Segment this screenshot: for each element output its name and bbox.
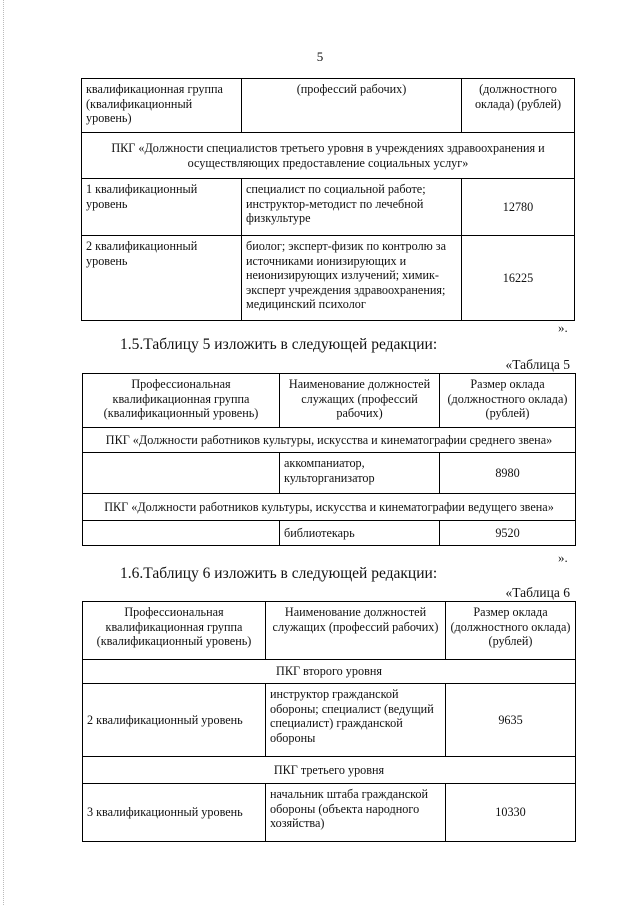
table-header-cell: Профессиональная квалификационная группа (квалификационный уровень) [83,374,280,428]
positions-cell: аккомпаниатор, культорганизатор [280,453,440,494]
closing-quote: ». [558,320,568,335]
salary-cell: 9635 [446,684,576,757]
group-title: ПКГ «Должности работников культуры, искусства и кинематографии среднего звена» [83,428,576,453]
table-header-cell: Профессиональная квалификационная группа (квалификационный уровень) [83,602,266,660]
table-header-cell: (должностного оклада) (рублей) [462,79,575,133]
positions-cell: биолог; эксперт-физик по контролю за источниками ионизирующих и неионизирующих излучений; химик-эксперт учреждения здравоохранения; медицинский психолог [242,236,462,321]
level-cell: 2 квалификационный уровень [83,684,266,757]
level-cell: 3 квалификационный уровень [83,784,266,842]
salary-cell: 16225 [462,236,575,321]
table-header-cell: Наименование должностей служащих (профессий рабочих) [266,602,446,660]
table-header-cell: квалификационная группа (квалификационный уровень) [82,79,242,133]
level-cell: 1 квалификационный уровень [82,179,242,236]
salary-cell: 10330 [446,784,576,842]
table-header-cell: Размер оклада (должностного оклада) (рублей) [446,602,576,660]
table-4-continuation [81,78,575,321]
table-header-cell: Наименование должностей служащих (профессий рабочих) [280,374,440,428]
group-title: ПКГ третьего уровня [83,757,576,784]
section-caption: 1.6.Таблицу 6 изложить в следующей редакции: [120,565,438,582]
section-caption: 1.5.Таблицу 5 изложить в следующей редакции: [120,336,438,353]
positions-cell: библиотекарь [280,521,440,546]
level-cell: 2 квалификационный уровень [82,236,242,321]
positions-cell: инструктор гражданской обороны; специалист (ведущий специалист) гражданской обороны [266,684,446,757]
salary-cell: 9520 [440,521,576,546]
page-edge [3,0,4,905]
level-cell [83,521,280,546]
page-number: 5 [316,49,324,64]
closing-quote: ». [558,550,568,565]
group-title: ПКГ «Должности работников культуры, искусства и кинематографии ведущего звена» [83,494,576,521]
level-cell [83,453,280,494]
positions-cell: специалист по социальной работе; инструктор-методист по лечебной физкультуре [242,179,462,236]
table-6 [82,601,576,842]
group-title: ПКГ второго уровня [83,660,576,684]
table-header-cell: Размер оклада (должностного оклада) (рублей) [440,374,576,428]
table-header-cell: (профессий рабочих) [242,79,462,133]
positions-cell: начальник штаба гражданской обороны (объекта народного хозяйства) [266,784,446,842]
table-label: «Таблица 5 [505,357,570,372]
salary-cell: 12780 [462,179,575,236]
group-title: ПКГ «Должности специалистов третьего уровня в учреждениях здравоохранения и осуществляющих предоставление социальных услуг» [82,133,575,179]
table-5 [82,373,576,546]
table-label: «Таблица 6 [505,585,570,600]
salary-cell: 8980 [440,453,576,494]
